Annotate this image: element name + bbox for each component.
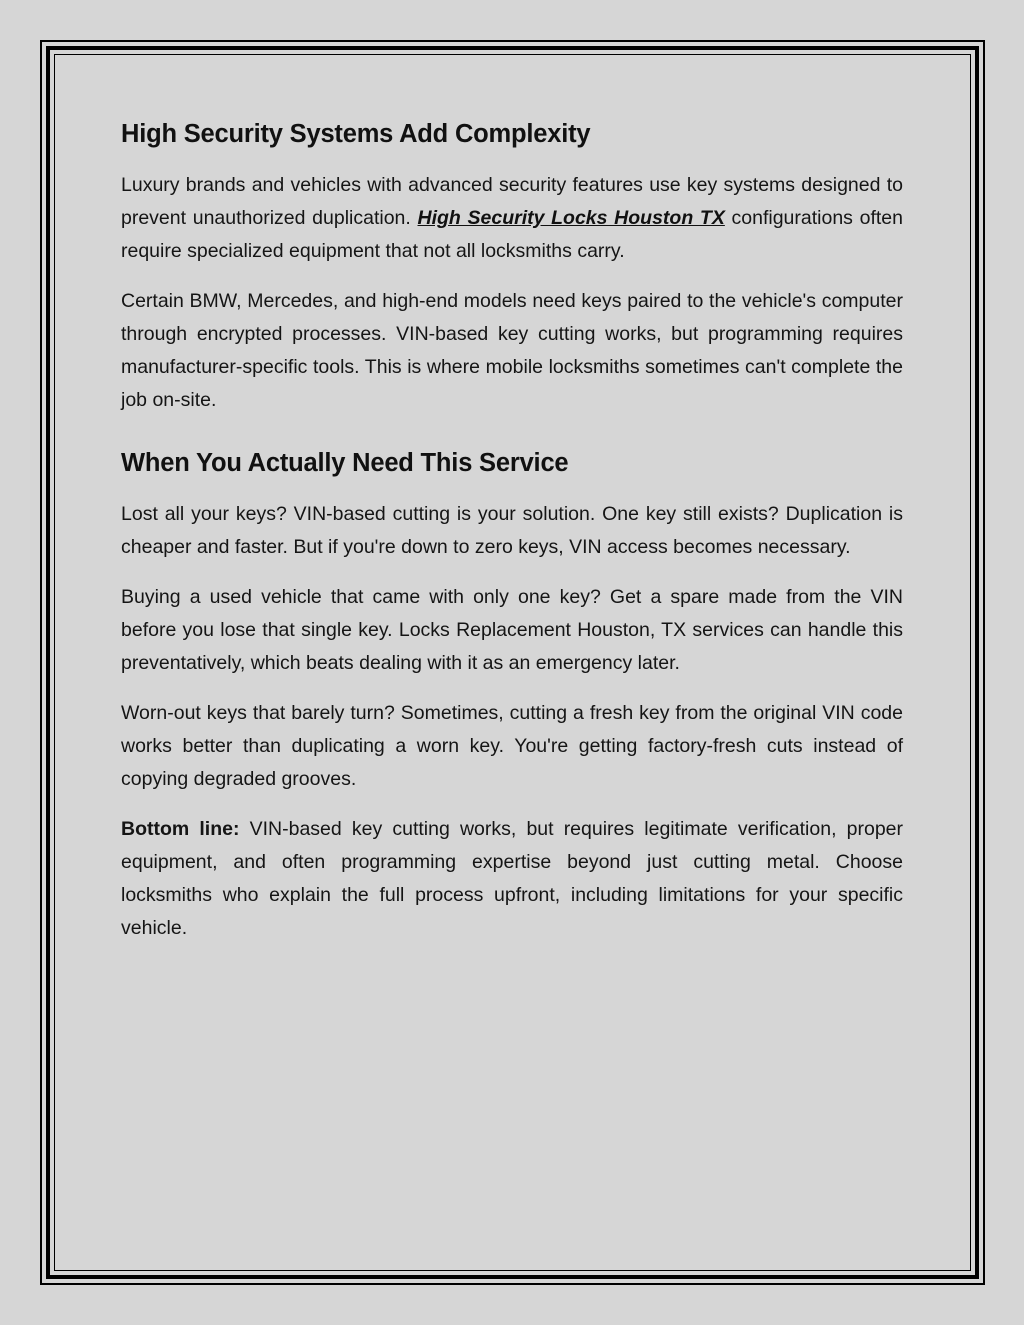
paragraph-text: Luxury brands and vehicles with advanced security features use key systems designed to prevent unauthorized duplication. [121, 174, 903, 230]
section-heading-high-security: High Security Systems Add Complexity [121, 120, 591, 148]
paragraph-luxury-brands [121, 169, 903, 268]
paragraph-used-vehicle: Buying a used vehicle that came with only one key? Get a spare made from the VIN before you lose that single key. Locks Replacement Houston, TX services can handle this preventatively, which beats dealing with it as an emergency later. [121, 586, 903, 675]
paragraph-text: VIN-based key cutting works, but requires legitimate verification, proper equipment, and often programming expertise beyond just cutting metal. Choose locksmiths who explain the full process upfront, including limitations for your specific vehicle. [121, 818, 904, 940]
paragraph-text: configurations often require specialized equipment that not all locksmiths carry. [121, 207, 903, 263]
bottom-line-label: Bottom line: [121, 818, 240, 841]
paragraph-bottom-line [121, 813, 903, 945]
paragraph-lost-keys: Lost all your keys? VIN-based cutting is your solution. One key still exists? Duplication is cheaper and faster. But if you're down to zero keys, VIN access becomes necessary. [121, 503, 903, 559]
paragraph-worn-keys: Worn-out keys that barely turn? Sometimes, cutting a fresh key from the original VIN code works better than duplicating a worn key. You're getting factory-fresh cuts instead of copying degraded grooves. [121, 702, 903, 791]
section-heading-when-needed: When You Actually Need This Service [121, 449, 569, 478]
high-security-locks-link[interactable]: High Security Locks Houston TX [417, 207, 725, 230]
document-body [121, 118, 903, 962]
paragraph-bmw-mercedes: Certain BMW, Mercedes, and high-end models need keys paired to the vehicle's computer through encrypted processes. VIN-based key cutting works, but programming requires manufacturer-specific tools. This is where mobile locksmiths sometimes can't complete the job on-site. [121, 290, 903, 412]
